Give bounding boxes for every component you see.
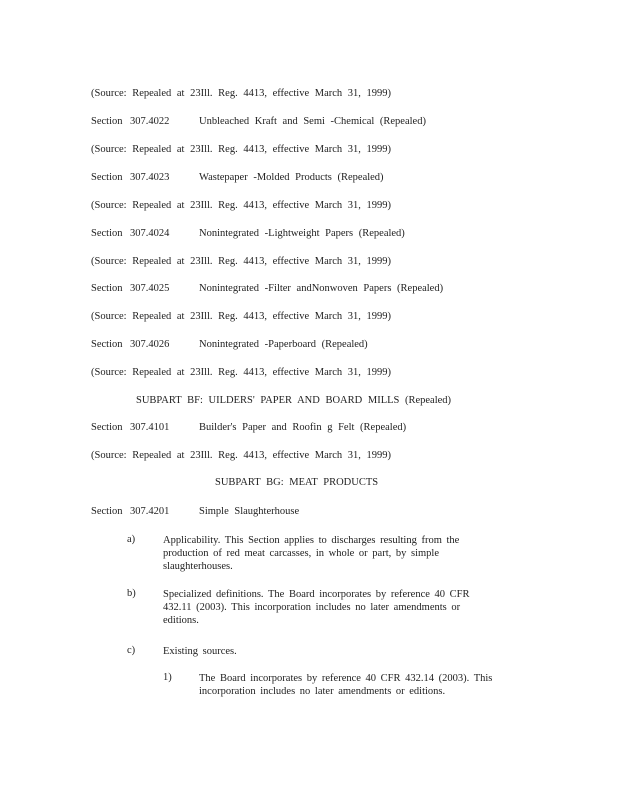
- source-note: (Source: Repealed at 23Ill. Reg. 4413, effective March 31, 1999): [91, 450, 392, 461]
- section-label: Section: [91, 339, 123, 350]
- section-title: Builder's Paper and Roofin g Felt (Repealed): [199, 422, 407, 433]
- subitem-marker: 1): [163, 672, 172, 683]
- subpart-heading: SUBPART BG: MEAT PRODUCTS: [215, 477, 379, 488]
- section-title: Nonintegrated -Lightweight Papers (Repealed): [199, 228, 405, 239]
- source-note: (Source: Repealed at 23Ill. Reg. 4413, effective March 31, 1999): [91, 144, 392, 155]
- section-title: Nonintegrated -Filter andNonwoven Papers (Repealed): [199, 283, 444, 294]
- section-number: 307.4201: [130, 506, 170, 517]
- existing-sources-paragraph: The Board incorporates by reference 40 CFR 432.14 (2003). This incorporation includes no later amendments or editions.: [199, 673, 493, 697]
- source-note: (Source: Repealed at 23Ill. Reg. 4413, effective March 31, 1999): [91, 256, 392, 267]
- section-number: 307.4022: [130, 116, 170, 127]
- section-label: Section: [91, 422, 123, 433]
- section-label: Section: [91, 228, 123, 239]
- existing-sources-heading: Existing sources.: [163, 646, 237, 657]
- section-title: Nonintegrated -Paperboard (Repealed): [199, 339, 368, 350]
- section-number: 307.4023: [130, 172, 170, 183]
- section-number: 307.4101: [130, 422, 170, 433]
- source-note: (Source: Repealed at 23Ill. Reg. 4413, effective March 31, 1999): [91, 88, 392, 99]
- section-label: Section: [91, 506, 123, 517]
- source-note: (Source: Repealed at 23Ill. Reg. 4413, effective March 31, 1999): [91, 200, 392, 211]
- section-number: 307.4025: [130, 283, 170, 294]
- applicability-paragraph: Applicability. This Section applies to discharges resulting from the production of red meat carcasses, in whole or part, by simple slaughterhouses.: [163, 535, 460, 572]
- section-label: Section: [91, 283, 123, 294]
- section-title: Simple Slaughterhouse: [199, 506, 300, 517]
- item-marker: a): [127, 534, 136, 545]
- section-label: Section: [91, 172, 123, 183]
- source-note: (Source: Repealed at 23Ill. Reg. 4413, effective March 31, 1999): [91, 367, 392, 378]
- section-title: Unbleached Kraft and Semi -Chemical (Repealed): [199, 116, 426, 127]
- item-marker: b): [127, 588, 136, 599]
- definitions-paragraph: Specialized definitions. The Board incorporates by reference 40 CFR 432.11 (2003). This incorporation includes no later amendments or editions.: [163, 589, 470, 626]
- source-note: (Source: Repealed at 23Ill. Reg. 4413, effective March 31, 1999): [91, 311, 392, 322]
- subpart-heading: SUBPART BF: UILDERS' PAPER AND BOARD MILLS (Repealed): [136, 395, 452, 406]
- section-label: Section: [91, 116, 123, 127]
- section-number: 307.4026: [130, 339, 170, 350]
- item-marker: c): [127, 645, 136, 656]
- section-title: Wastepaper -Molded Products (Repealed): [199, 172, 384, 183]
- section-number: 307.4024: [130, 228, 170, 239]
